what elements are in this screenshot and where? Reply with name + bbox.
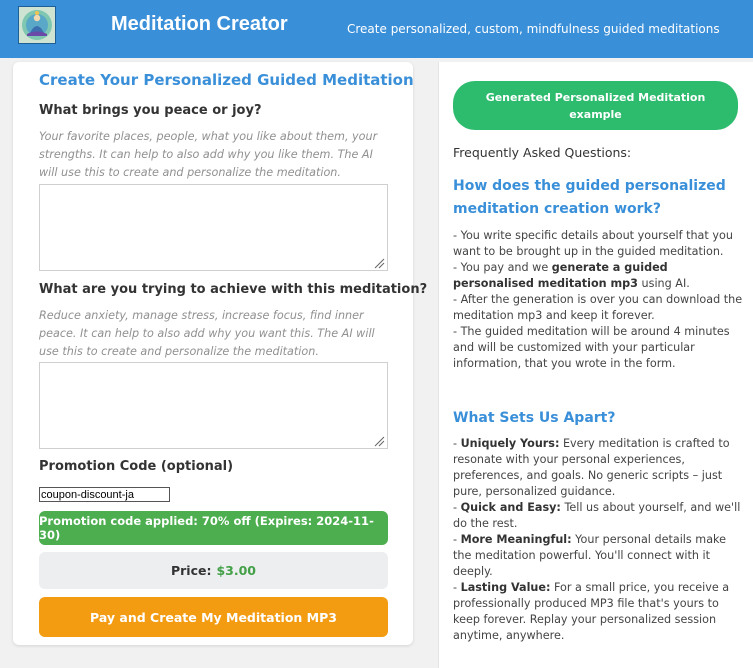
peace-joy-label: What brings you peace or joy? [39,103,262,118]
meditation-logo-icon[interactable] [18,6,56,44]
promo-code-input[interactable] [39,487,170,502]
how-it-works-body [453,228,745,372]
promo-applied-banner: Promotion code applied: 70% off (Expires: 2024-11-30) [39,511,388,545]
faq-sidebar [438,62,753,668]
how-it-works-title: How does the guided personalized meditation creation work? [453,178,726,217]
promo-code-label: Promotion Code (optional) [39,459,234,474]
pay-create-button[interactable]: Pay and Create My Meditation MP3 [39,597,388,637]
meditation-form-card [13,62,428,645]
app-title: Meditation Creator [111,13,288,35]
how-item-2: - You pay and we generate a guided personalised meditation mp3 using AI. [453,261,690,290]
how-item-4: - The guided meditation will be around 4 minutes and will be customized with your particular information, that you wrote in the form. [453,325,730,370]
apart-item: - More Meaningful: Your personal details make the meditation powerful. You'll connect with it deeply. [453,533,727,578]
peace-joy-textarea[interactable] [39,184,388,271]
price-label: Price: [170,563,212,578]
peace-joy-hint: Your favorite places, people, what you like about them, your strengths. It can help to also add why you like them. The AI will use this to create and personalize the meditation. [39,130,378,179]
app-tagline: Create personalized, custom, mindfulness guided meditations [347,22,720,36]
achieve-goal-label: What are you trying to achieve with this meditation? [39,282,428,297]
price-value: $3.00 [216,563,257,578]
apart-item: - Lasting Value: For a small price, you receive a professionally produced MP3 file that's yours to keep forever. Replay your personalized session anytime, anywhere. [453,581,730,642]
sets-apart-title: What Sets Us Apart? [453,410,616,426]
form-title: Create Your Personalized Guided Meditation [39,71,414,89]
achieve-goal-textarea[interactable] [39,362,388,449]
apart-item: - Uniquely Yours: Every meditation is crafted to resonate with your personal experiences, preferences, and goals. No generic scripts – just pure, personalized guidance. [453,437,730,498]
how-item-3: - After the generation is over you can download the meditation mp3 and keep it forever. [453,293,743,322]
example-meditation-button[interactable]: Generated Personalized Meditation example [453,81,738,130]
price-display [39,552,388,589]
sets-apart-body [453,436,745,644]
achieve-goal-hint: Reduce anxiety, manage stress, increase focus, find inner peace. It can help to also add why you want this. The AI will use this to create and personalize the meditation. [39,309,375,358]
app-header [0,0,753,58]
apart-item: - Quick and Easy: Tell us about yourself, and we'll do the rest. [453,501,741,530]
how-item-1: - You write specific details about yourself that you want to be brought up in the guided meditation. [453,229,733,258]
faq-heading: Frequently Asked Questions: [453,145,632,160]
